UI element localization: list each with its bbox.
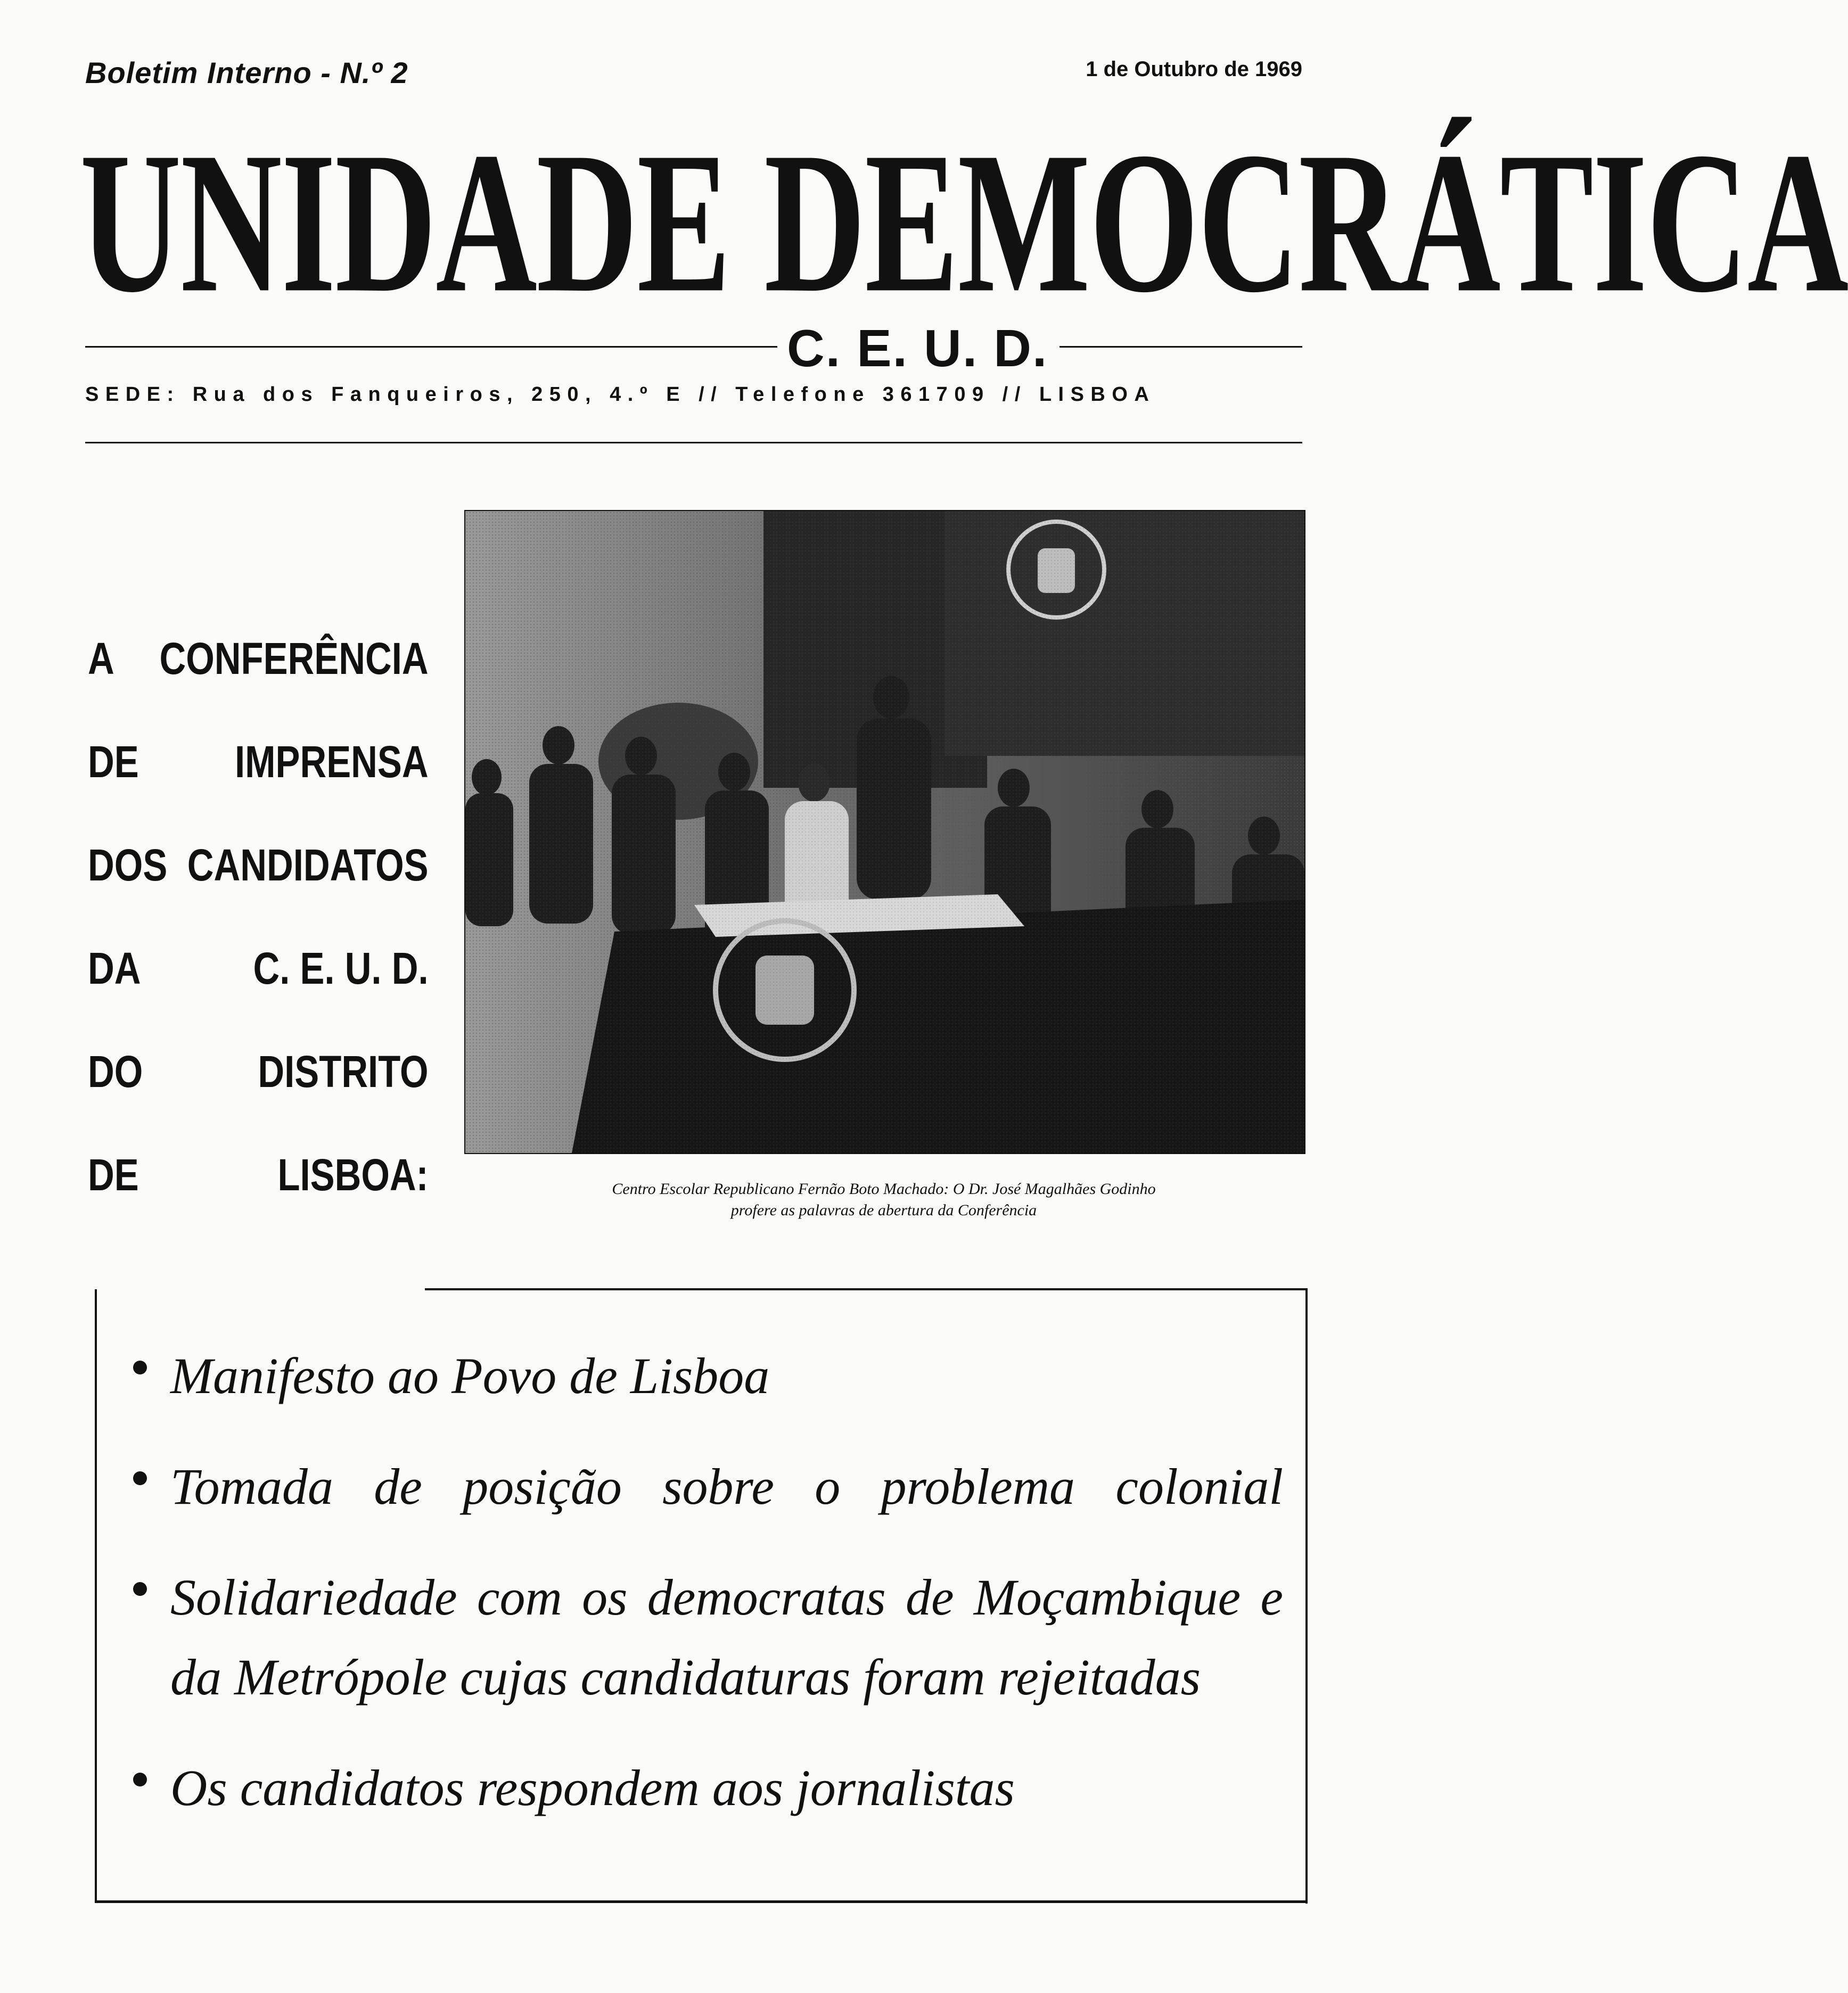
photo-caption	[464, 1179, 1303, 1221]
box-border-right	[1305, 1288, 1308, 1904]
list-item: Manifesto ao Povo de Lisboa	[128, 1336, 1283, 1416]
masthead-title: UNIDADE DEMOCRÁTICA	[80, 110, 1848, 335]
conference-photo	[464, 510, 1305, 1154]
list-item: Os candidatos respondem aos jornalistas	[128, 1748, 1283, 1828]
headline	[88, 607, 429, 1226]
box-border-top	[425, 1288, 1308, 1290]
headline-line: DA C. E. U. D.	[88, 943, 429, 993]
caption-line: profere as palavras de abertura da Conferência	[730, 1201, 1037, 1219]
box-border-left	[95, 1289, 97, 1903]
bullet-icon	[133, 1471, 147, 1485]
address-line: SEDE: Rua dos Fanqueiros, 250, 4.º E // Telefone 361709 // LISBOA	[85, 383, 1156, 406]
header-rule-right	[1059, 346, 1302, 348]
header-rule-left	[85, 346, 777, 348]
org-acronym: C. E. U. D.	[787, 319, 1048, 377]
list-item: Solidariedade com os democratas de Moçambique e da Metrópole cujas candidaturas foram rejeitadas	[128, 1558, 1283, 1717]
headline-line: DE IMPRENSA	[88, 737, 429, 787]
conference-photo-illustration	[465, 511, 1304, 1153]
issue-date: 1 de Outubro de 1969	[1086, 57, 1302, 81]
list-item: Tomada de posição sobre o problema colonial	[128, 1447, 1283, 1527]
bullet-icon	[133, 1582, 147, 1596]
topics-list	[128, 1336, 1283, 1859]
bullet-icon	[133, 1773, 147, 1786]
address-rule	[85, 442, 1302, 443]
headline-line: DE LISBOA:	[88, 1150, 429, 1200]
headline-line: A CONFERÊNCIA	[88, 633, 429, 683]
headline-line: DOS CANDIDATOS	[88, 840, 429, 890]
caption-line: Centro Escolar Republicano Fernão Boto Machado: O Dr. José Magalhães Godinho	[612, 1180, 1156, 1198]
box-border-bottom	[95, 1900, 1308, 1903]
bulletin-number: Boletim Interno - N.º 2	[85, 56, 408, 89]
bullet-icon	[133, 1361, 147, 1374]
headline-line: DO DISTRITO	[88, 1047, 429, 1097]
